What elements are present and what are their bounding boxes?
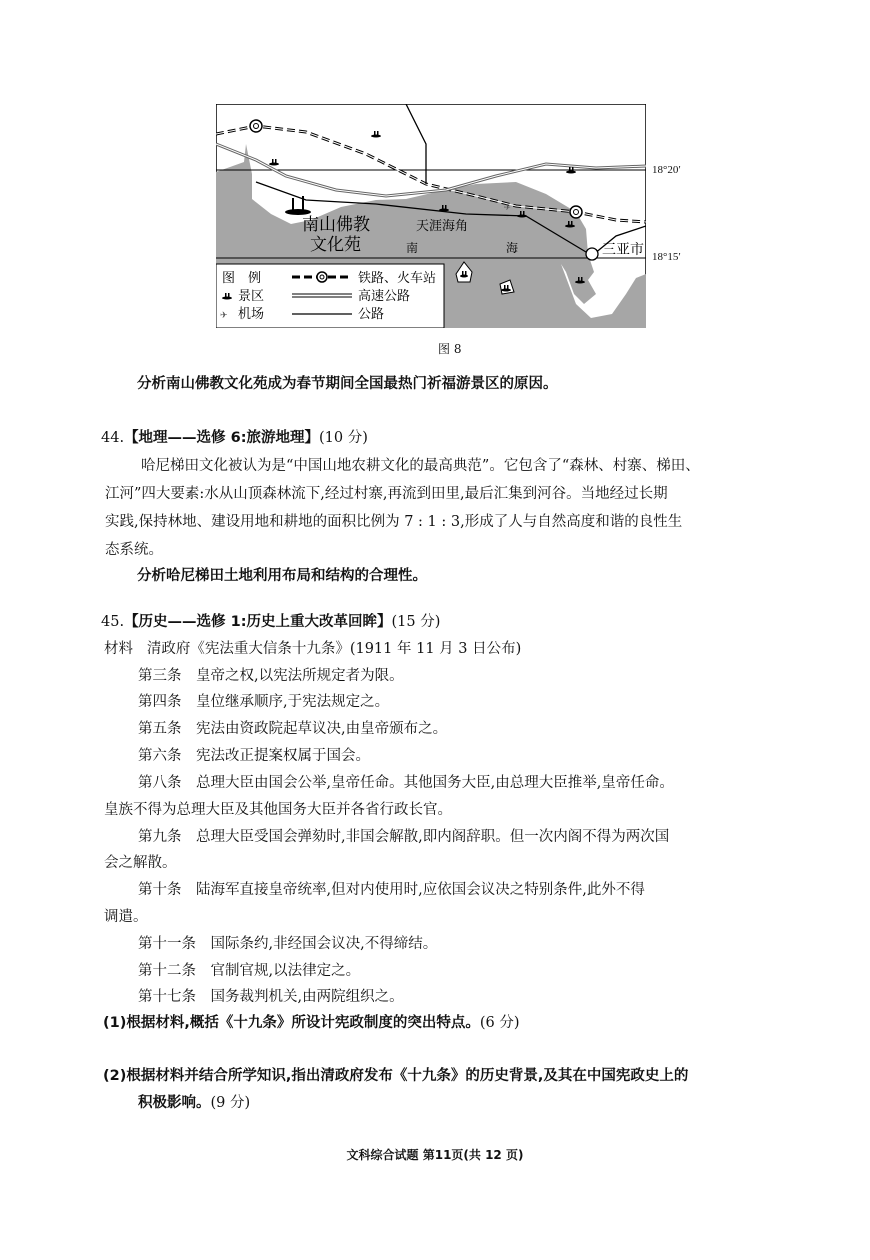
article-line: 第八条 总理大臣由国会公举,皇帝任命。其他国务大臣,由总理大臣推举,皇帝任命。 <box>138 775 674 791</box>
legend-label-railway: 铁路、火车站 <box>358 271 437 286</box>
railway-station-icon <box>250 120 262 132</box>
railway-station-icon <box>570 206 582 218</box>
article-line: 调遣。 <box>104 909 148 925</box>
legend-label-road: 公路 <box>358 307 385 322</box>
label-tianya: 天涯海角 <box>416 219 469 234</box>
label-sea-2: 海 <box>506 241 519 255</box>
page-footer: 文科综合试题 第11页(共 12 页) <box>346 1148 524 1162</box>
label-nanshan-1: 南山佛教 <box>302 215 370 235</box>
q45-score: (15 分) <box>391 614 441 630</box>
subquestion-2-score: (9 分) <box>210 1095 251 1111</box>
q45-heading <box>101 612 440 632</box>
map-figure-8 <box>216 104 646 328</box>
material-title: 清政府《宪法重大信条十九条》(1911 年 11 月 3 日公布) <box>146 641 522 657</box>
article-line: 第十条 陆海军直接皇帝统率,但对内使用时,应依国会议决之特别条件,此外不得 <box>138 882 645 898</box>
material-label: 材料 <box>104 641 133 657</box>
latitude-label-18-15: 18°15′ <box>652 251 681 263</box>
q44-score: (10 分) <box>319 430 368 446</box>
q44-header: 【地理——选修 6:旅游地理】 <box>124 430 319 446</box>
subquestion-2-line2: 积极影响。 <box>138 1095 211 1111</box>
article-line: 皇族不得为总理大臣及其他国务大臣并各省行政长官。 <box>104 802 452 818</box>
article-line: 第九条 总理大臣受国会弹劾时,非国会解散,即内阁辞职。但一次内阁不得为两次国 <box>138 829 670 845</box>
article-line: 第三条 皇帝之权,以宪法所规定者为限。 <box>138 668 404 684</box>
label-sea-1: 南 <box>406 241 419 255</box>
article-line: 第六条 宪法改正提案权属于国会。 <box>138 748 370 764</box>
q44-paragraph-line: 态系统。 <box>105 542 163 558</box>
subquestion-1-text: (1)根据材料,概括《十九条》所设计宪政制度的突出特点。 <box>103 1015 480 1031</box>
q45-material <box>104 639 521 659</box>
q44-number: 44. <box>101 430 125 446</box>
legend-label-airport: 机场 <box>238 307 265 322</box>
q44-prompt: 分析哈尼梯田土地利用布局和结构的合理性。 <box>137 568 427 584</box>
article-line: 第四条 皇位继承顺序,于宪法规定之。 <box>138 694 390 710</box>
q45-header: 【历史——选修 1:历史上重大改革回眸】 <box>124 614 392 630</box>
article-line: 会之解散。 <box>104 855 177 871</box>
q44-paragraph-line: 江河”四大要素:水从山顶森林流下,经过村寨,再流到田里,最后汇集到河谷。当地经过长期 <box>105 486 668 502</box>
sanya-city-marker <box>586 248 598 260</box>
latitude-label-18-20: 18°20′ <box>652 164 681 176</box>
article-line: 第十二条 官制官规,以法律定之。 <box>138 963 361 979</box>
article-line: 第五条 宪法由资政院起草议决,由皇帝颁布之。 <box>138 721 448 737</box>
q44-paragraph-line: 哈尼梯田文化被认为是“中国山地农耕文化的最高典范”。它包含了“森林、村寨、梯田、 <box>141 458 700 474</box>
article-line: 第十七条 国务裁判机关,由两院组织之。 <box>138 989 404 1005</box>
q44-heading <box>101 428 368 448</box>
legend-label-expressway: 高速公路 <box>358 289 411 304</box>
q45-number: 45. <box>101 614 125 630</box>
legend-label-scenic: 景区 <box>238 289 265 304</box>
q43-prompt: 分析南山佛教文化苑成为春节期间全国最热门祈福游景区的原因。 <box>137 376 558 392</box>
subquestion-2-line1: (2)根据材料并结合所学知识,指出清政府发布《十九条》的历史背景,及其在中国宪政史上的 <box>103 1068 689 1084</box>
airport-icon: ✈ <box>220 311 228 321</box>
map-legend <box>216 264 444 328</box>
airport-icon: ✈ <box>504 203 511 212</box>
label-sanya: 三亚市 <box>602 242 644 258</box>
q45-subquestion-1 <box>103 1013 520 1033</box>
q44-paragraph-line: 实践,保持林地、建设用地和耕地的面积比例为 7 : 1 : 3,形成了人与自然高度和谐的良性生 <box>105 514 683 530</box>
figure-caption: 图 8 <box>438 342 462 356</box>
label-nanshan-2: 文化苑 <box>310 235 361 255</box>
article-line: 第十一条 国际条约,非经国会议决,不得缔结。 <box>138 936 438 952</box>
q45-subquestion-2-line2 <box>138 1093 250 1113</box>
legend-title: 图 例 <box>222 271 262 286</box>
subquestion-1-score: (6 分) <box>479 1015 520 1031</box>
